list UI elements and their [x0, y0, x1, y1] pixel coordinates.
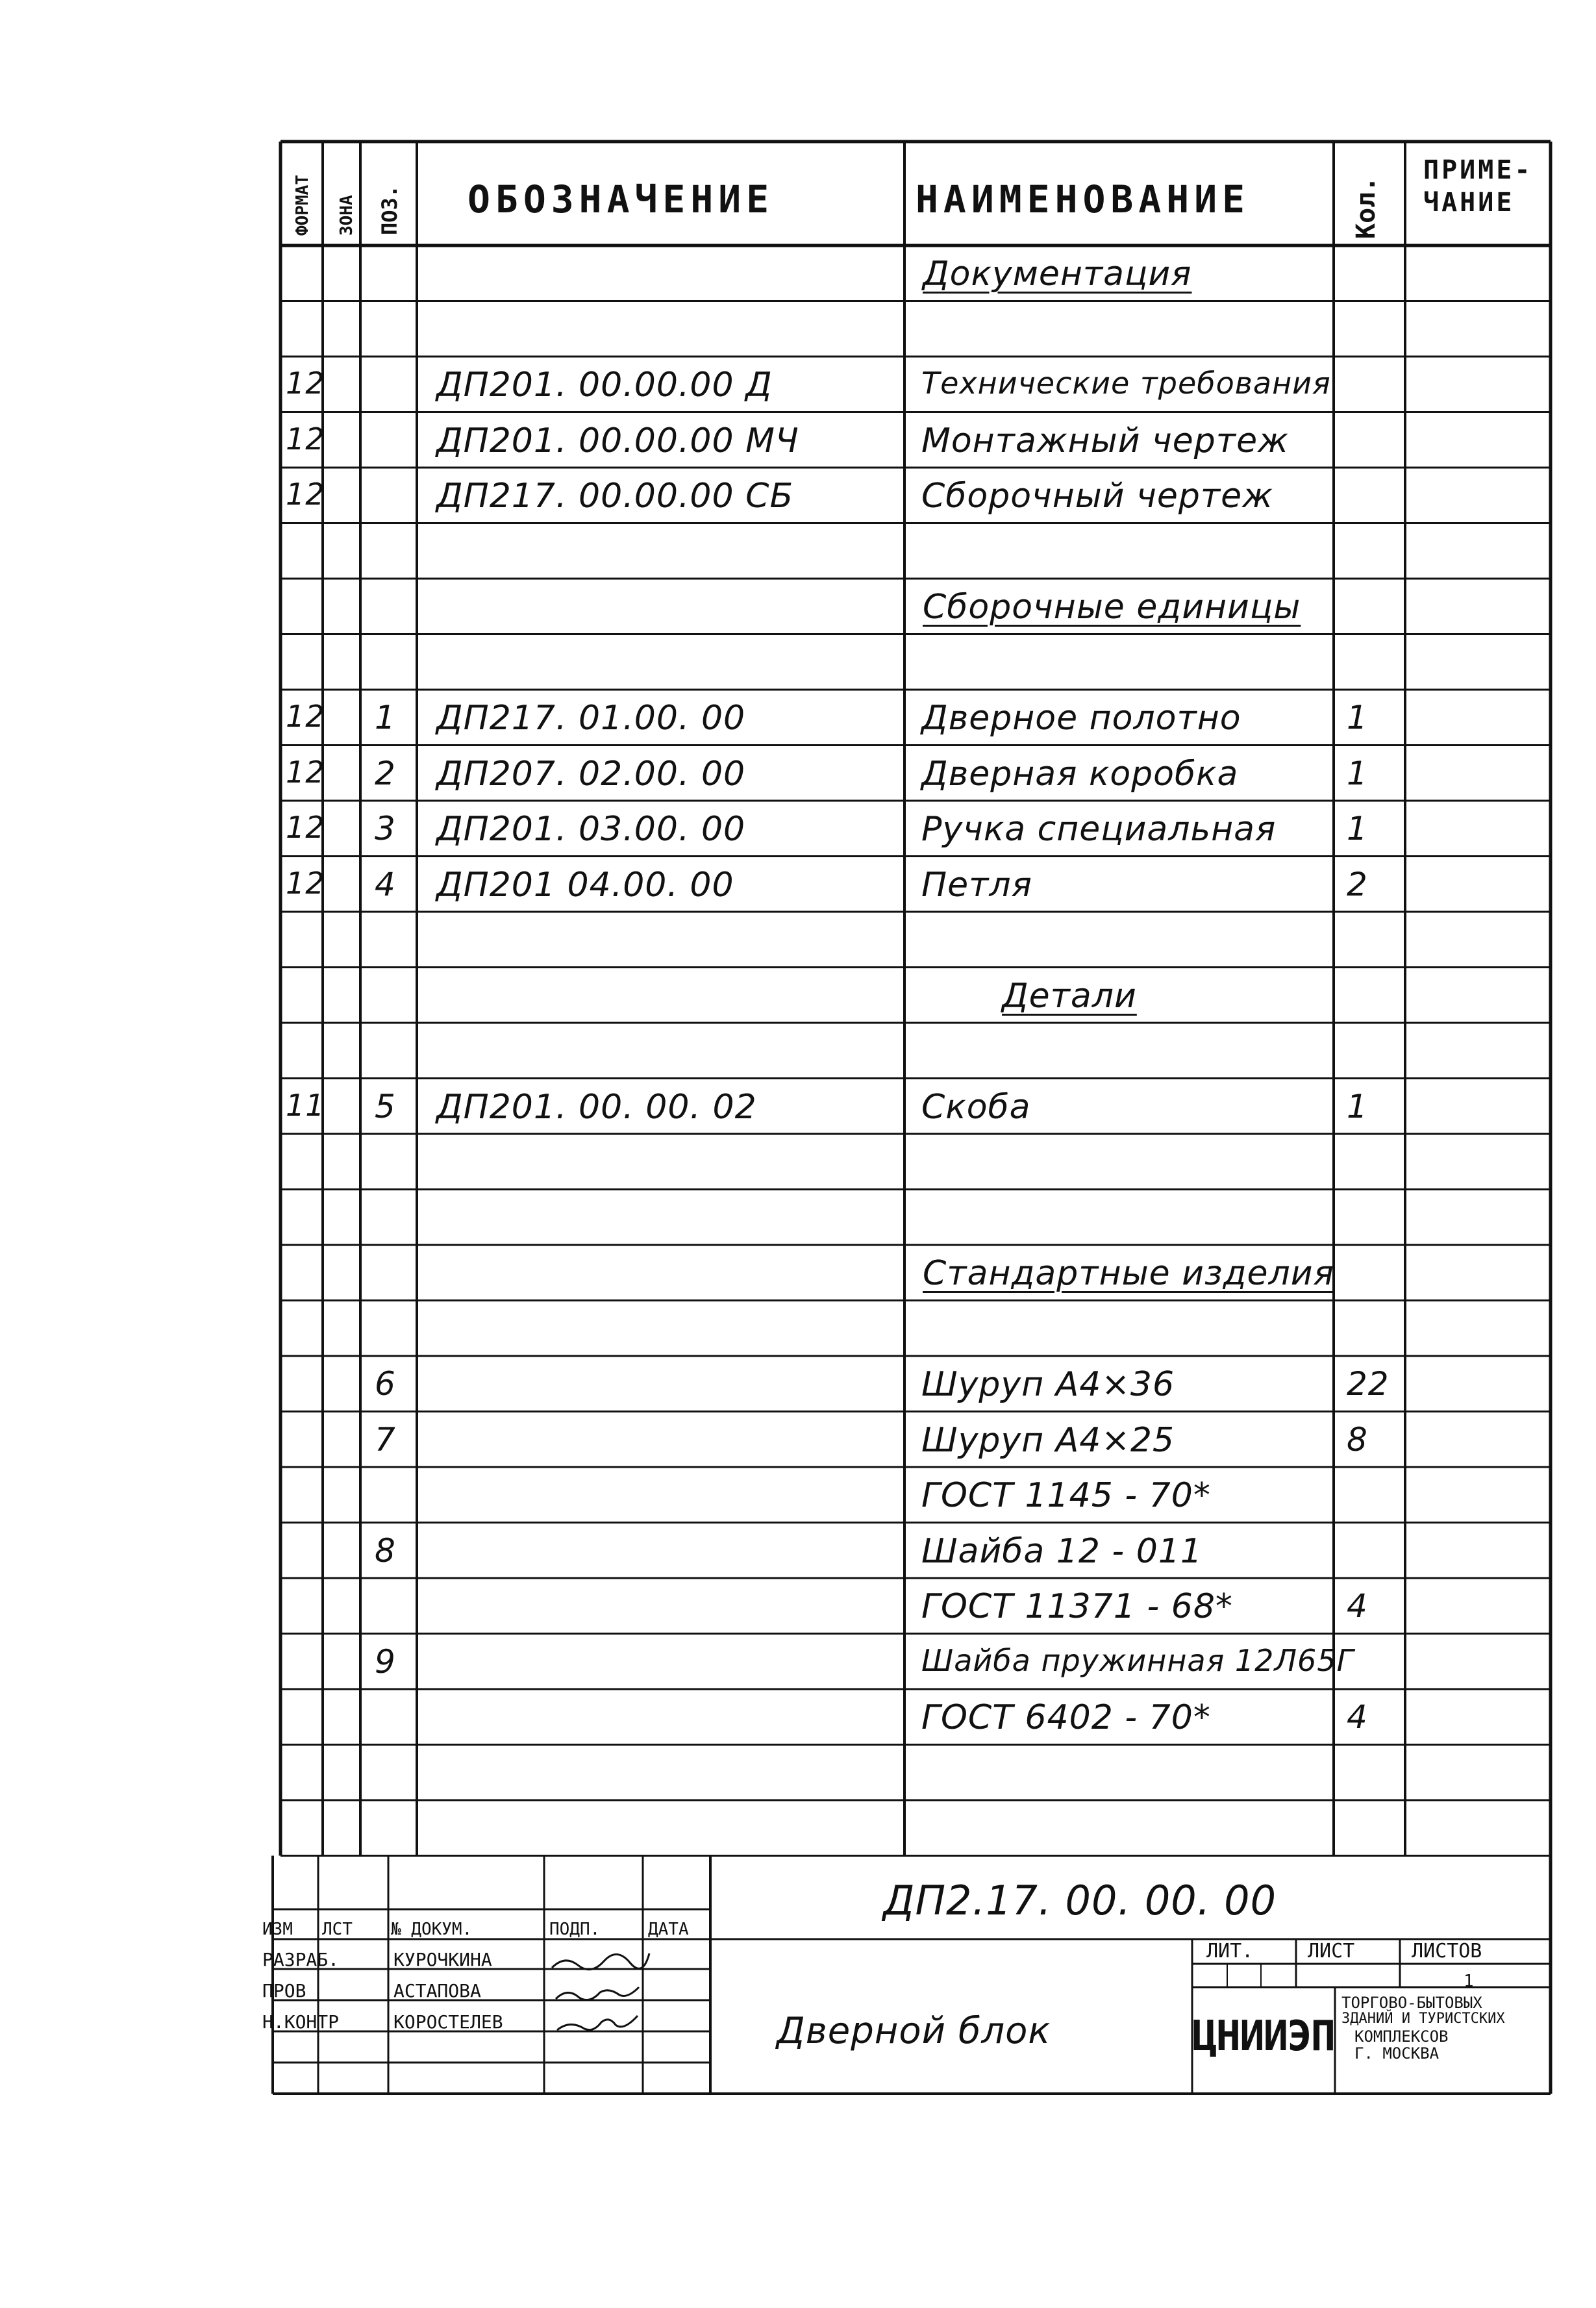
- row-qty: 8: [1347, 1420, 1368, 1459]
- row-name: Шуруп А4×36: [921, 1365, 1175, 1404]
- tb-nkontr-name: КОРОСТЕЛЕВ: [393, 2011, 503, 2033]
- row-designation: ДП217. 00.00.00 СБ: [436, 477, 794, 516]
- row-designation: ДП207. 02.00. 00: [436, 754, 746, 794]
- header-format: ФОРМАТ: [293, 175, 312, 236]
- row-format: 12: [286, 477, 325, 512]
- row-name: ГОСТ 6402 - 70*: [921, 1698, 1211, 1737]
- org-line-3: КОМПЛЕКСОВ: [1354, 2027, 1449, 2046]
- row-format: 12: [286, 810, 325, 845]
- row-qty: 1: [1347, 754, 1368, 792]
- row-designation: ДП217. 01.00. 00: [436, 699, 746, 738]
- tb-nkontr-label: Н.КОНТР: [262, 2011, 340, 2033]
- org-line-4: Г. МОСКВА: [1354, 2044, 1440, 2063]
- row-name: Шайба 12 - 011: [921, 1531, 1203, 1571]
- header-note-1: ПРИМЕ-: [1423, 155, 1533, 185]
- org-line-1: ТОРГОВО-БЫТОВЫХ: [1341, 1994, 1482, 2012]
- org-logo: ЦНИИЭП: [1192, 2013, 1335, 2061]
- row-format: 12: [286, 865, 325, 901]
- header-qty: Кол.: [1351, 176, 1381, 239]
- row-section-heading: Сборочные единицы: [923, 588, 1301, 627]
- tb-prov-label: ПРОВ: [262, 1980, 306, 2001]
- row-qty: 22: [1347, 1365, 1390, 1403]
- row-qty: 2: [1347, 865, 1368, 903]
- tb-sheets-label: ЛИСТОВ: [1412, 1940, 1482, 1963]
- row-name: Шуруп А4×25: [921, 1420, 1175, 1460]
- row-format: 12: [286, 366, 325, 401]
- tb-razrab-label: РАЗРАБ.: [262, 1949, 340, 1970]
- row-name: Дверное полотно: [921, 699, 1241, 738]
- header-pos: ПОЗ.: [377, 184, 402, 235]
- row-qty: 1: [1347, 699, 1368, 736]
- row-position: 2: [375, 754, 396, 792]
- row-name: Ручка специальная: [921, 810, 1277, 849]
- tb-sheets-value: 1: [1464, 1972, 1474, 1991]
- tb-lit-label: ЛИТ.: [1206, 1940, 1254, 1963]
- header-name: НАИМЕНОВАНИЕ: [916, 177, 1251, 221]
- header-zone: ЗОНА: [337, 195, 356, 236]
- product-name: Дверной блок: [777, 2010, 1051, 2052]
- row-name: Сборочный чертеж: [921, 477, 1273, 516]
- tb-col-ndoc: № ДОКУМ.: [391, 1920, 473, 1939]
- row-section-heading: Стандартные изделия: [923, 1254, 1334, 1293]
- tb-prov-name: АСТАПОВА: [393, 1980, 481, 2001]
- tb-col-data: ДАТА: [648, 1920, 689, 1939]
- row-name: Скоба: [921, 1087, 1031, 1127]
- row-name: Монтажный чертеж: [921, 421, 1289, 460]
- row-qty: 4: [1347, 1698, 1368, 1736]
- row-position: 4: [375, 865, 396, 903]
- header-designation: ОБОЗНАЧЕНИЕ: [468, 177, 775, 221]
- tb-razrab-name: КУРОЧКИНА: [393, 1949, 492, 1970]
- row-position: 3: [375, 810, 396, 847]
- row-position: 6: [375, 1365, 396, 1403]
- row-name: Технические требования: [921, 366, 1331, 401]
- row-format: 12: [286, 421, 325, 457]
- header-note-2: ЧАНИЕ: [1423, 188, 1515, 218]
- row-designation: ДП201. 03.00. 00: [436, 810, 746, 849]
- row-designation: ДП201. 00.00.00 МЧ: [436, 421, 799, 460]
- row-qty: 1: [1347, 810, 1368, 847]
- row-qty: 1: [1347, 1087, 1368, 1125]
- row-name: ГОСТ 1145 - 70*: [921, 1476, 1211, 1515]
- row-name: Петля: [921, 865, 1032, 905]
- row-section-heading: Детали: [1002, 976, 1137, 1016]
- row-name: ГОСТ 11371 - 68*: [921, 1587, 1233, 1626]
- row-format: 12: [286, 699, 325, 734]
- row-position: 7: [375, 1420, 396, 1459]
- row-designation: ДП201 04.00. 00: [436, 865, 734, 905]
- row-qty: 4: [1347, 1587, 1368, 1625]
- doc-code: ДП2.17. 00. 00. 00: [883, 1877, 1277, 1924]
- org-line-2: ЗДАНИЙ И ТУРИСТСКИХ: [1341, 2011, 1505, 2027]
- tb-col-podp: ПОДП.: [549, 1920, 601, 1939]
- tb-col-list: ЛСТ: [322, 1920, 353, 1939]
- row-position: 1: [375, 699, 396, 736]
- row-name: Шайба пружинная 12Л65Г: [921, 1642, 1354, 1678]
- row-position: 8: [375, 1531, 396, 1570]
- row-position: 9: [375, 1642, 396, 1681]
- tb-sheet-label: ЛИСТ: [1308, 1940, 1355, 1963]
- row-name: Дверная коробка: [921, 754, 1239, 794]
- row-format: 12: [286, 754, 325, 790]
- tb-col-izm: ИЗМ: [262, 1920, 293, 1939]
- row-format: 11: [286, 1087, 325, 1123]
- row-designation: ДП201. 00. 00. 02: [436, 1087, 757, 1127]
- row-section-heading: Документация: [923, 255, 1192, 294]
- row-designation: ДП201. 00.00.00 Д: [436, 366, 773, 405]
- row-position: 5: [375, 1087, 396, 1125]
